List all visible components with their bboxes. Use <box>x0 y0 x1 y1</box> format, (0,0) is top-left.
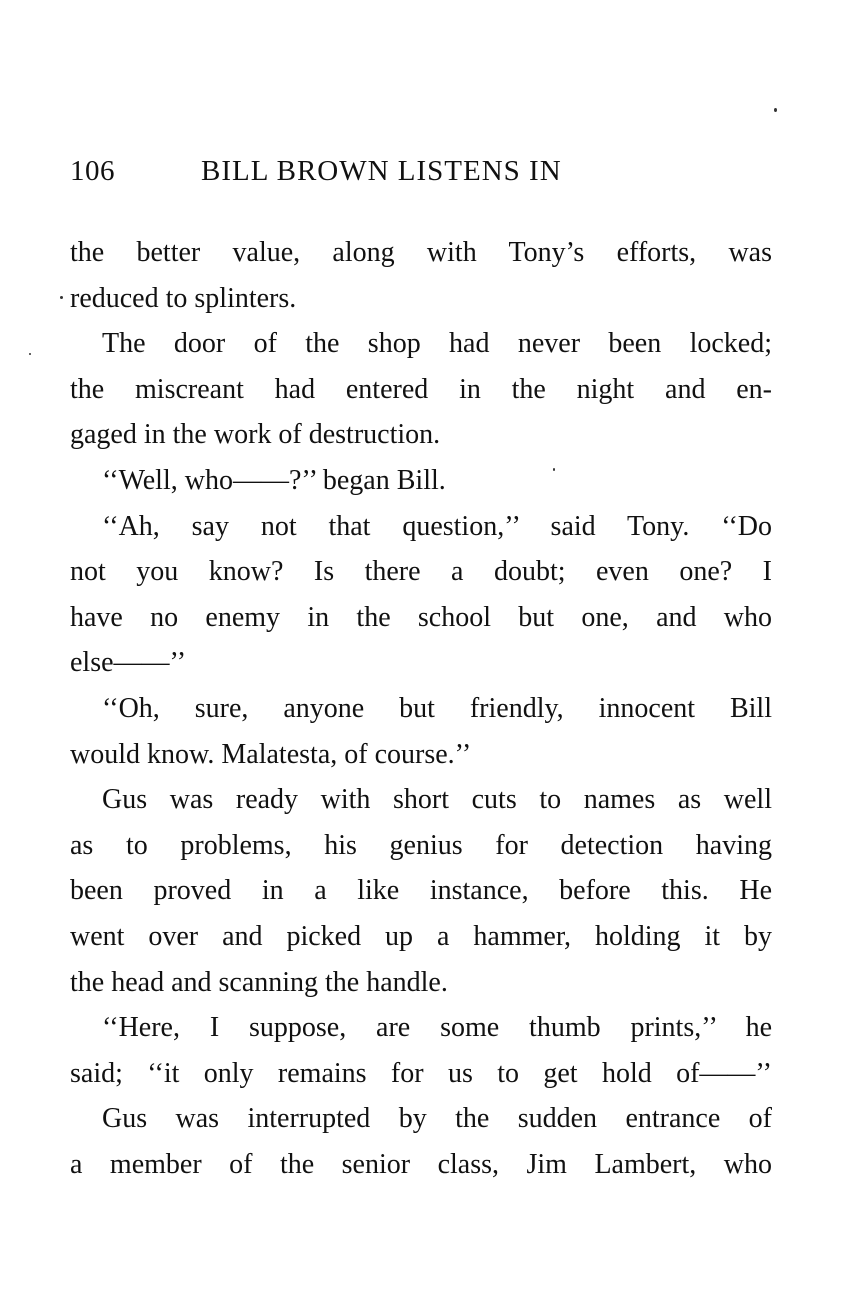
text-line: ‘‘Oh, sure, anyone but friendly, innocent Bill <box>102 692 772 724</box>
text-line: else——’’ <box>70 647 187 679</box>
text-line: as to problems, his genius for detection having <box>70 829 772 861</box>
text-line: went over and picked up a hammer, holding it by <box>70 920 772 952</box>
running-title: BILL BROWN LISTENS IN <box>201 155 562 187</box>
scan-speck <box>60 296 63 299</box>
text-line: said; ‘‘it only remains for us to get hold of——’’ <box>70 1057 772 1089</box>
text-line: gaged in the work of destruction. <box>70 419 441 451</box>
text-line: not you know? Is there a doubt; even one? I <box>70 556 772 588</box>
text-line: would know. Malatesta, of course.’’ <box>70 738 472 770</box>
text-line: Gus was ready with short cuts to names as well <box>102 784 772 816</box>
text-line: been proved in a like instance, before this. He <box>70 875 772 907</box>
body-text <box>70 230 772 1187</box>
text-line: the miscreant had entered in the night and en- <box>70 373 772 405</box>
scan-speck <box>553 468 555 471</box>
text-line: the head and scanning the handle. <box>70 966 448 998</box>
text-line: Gus was interrupted by the sudden entrance of <box>102 1103 772 1135</box>
text-line: ‘‘Well, who——?’’ began Bill. <box>102 464 446 496</box>
scan-speck <box>774 108 777 112</box>
page-number: 106 <box>70 155 115 187</box>
text-line: ‘‘Ah, say not that question,’’ said Tony. ‘‘Do <box>102 510 772 542</box>
text-line: a member of the senior class, Jim Lambert, who <box>70 1148 772 1180</box>
text-line: The door of the shop had never been locked; <box>102 328 772 360</box>
text-line: ‘‘Here, I suppose, are some thumb prints,’’ he <box>102 1012 772 1044</box>
text-line: have no enemy in the school but one, and who <box>70 601 772 633</box>
text-line: reduced to splinters. <box>70 282 297 314</box>
scan-speck <box>29 353 31 355</box>
running-head <box>70 155 780 195</box>
text-line: the better value, along with Tony’s efforts, was <box>70 237 772 268</box>
